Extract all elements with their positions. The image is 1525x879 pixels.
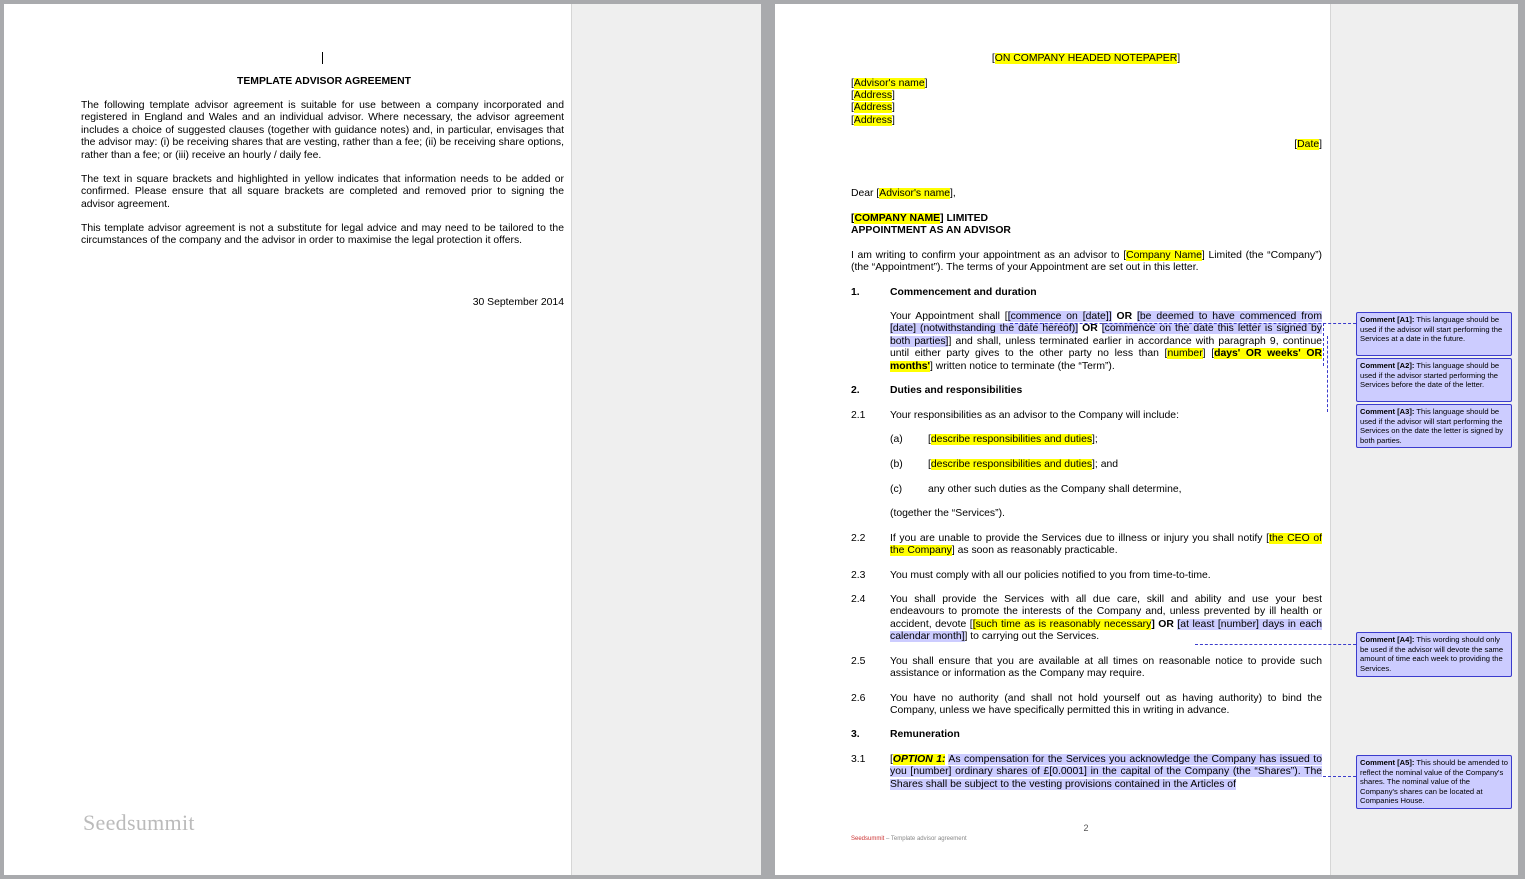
section-3-title: Remuneration <box>890 729 960 740</box>
clause-text: Your Appointment shall [ <box>890 311 1008 322</box>
comment-text: This language should be used if the advisor started performing the Services before the date of the letter. <box>1360 361 1500 390</box>
address-line-1: [Advisor's name] <box>851 78 928 89</box>
clause-text: ] and shall, unless terminated earlier in accordance with paragraph 9, continue until either party gives to the other party no less than [ <box>890 335 1323 360</box>
intro-text: I am writing to confirm your appointment as an advisor to [ <box>851 250 1127 261</box>
comment-label: Comment [A4]: <box>1360 635 1415 644</box>
clause-3-1-text: [OPTION 1: As compensation for the Services you acknowledge the Company has issued to you [number] ordinary shares of £[0.0001] in the capital of the Company (the “Shares”). The Shares shall be subject to the vesting provisions contained in the Articles of <box>890 754 1322 790</box>
document-page-1 <box>4 4 761 875</box>
page-footer <box>851 836 967 842</box>
clause-text: If you are unable to provide the Services due to illness or injury you shall notify [ <box>890 533 1270 544</box>
intro-company-placeholder: Company Name <box>1126 250 1202 261</box>
clause-2-5-text: You shall ensure that you are available at all times on reasonable notice to provide such assistance or information as the Company may require. <box>890 656 1322 680</box>
commented-option-2: [be deemed to have commenced from [date] (notwithstanding the date hereof)] <box>890 311 1322 335</box>
comment-balloon-a1[interactable] <box>1356 312 1512 356</box>
letter-date: [Date] <box>1294 139 1322 150</box>
comment-label: Comment [A1]: <box>1360 315 1415 324</box>
document-date: 30 September 2014 <box>472 297 564 308</box>
notepaper-placeholder: [ON COMPANY HEADED NOTEPAPER] <box>991 53 1181 64</box>
text-cursor <box>322 52 323 64</box>
option-1-label: OPTION 1: <box>892 754 946 765</box>
salutation <box>851 188 956 200</box>
clause-2-4-text <box>890 594 1322 644</box>
address-line-2: [Address] <box>851 90 895 101</box>
notice-period-placeholder: days' OR weeks' OR months' <box>890 348 1322 372</box>
address-line-3: [Address] <box>851 102 895 113</box>
item-b-text: [describe responsibilities and duties]; and <box>928 459 1119 470</box>
date-placeholder: Date <box>1297 139 1320 150</box>
clause-2-3-text: You must comply with all our policies notified to you from time-to-time. <box>890 570 1211 581</box>
commented-option-4: [at least [number] days in each calendar month] <box>890 618 1322 643</box>
item-suffix: ]; and <box>1092 459 1119 470</box>
footer-brand: Seedsummit <box>851 836 885 842</box>
section-1-number: 1. <box>851 287 860 298</box>
address-placeholder: Address <box>853 102 893 113</box>
comment-text: This language should be used if the advisor will start performing the Services on the date the letter is signed by both parties. <box>1360 407 1504 445</box>
comment-text: This should be amended to reflect the nominal value of the Company's shares. The nominal value of the Company's shares can be located at Companies House. <box>1360 758 1509 806</box>
page-margin-area <box>571 4 761 875</box>
intro-paragraph-2: The text in square brackets and highlighted in yellow indicates that information needs to be added or confirmed. Please ensure that all square brackets are completed and removed prior to signing the advisor agreement. <box>81 174 564 210</box>
item-a-label: (a) <box>890 434 903 445</box>
section-2-number: 2. <box>851 385 860 396</box>
comment-connector-5 <box>1323 776 1356 777</box>
together-text: (together the “Services”). <box>890 508 1005 519</box>
clause-text: ] written notice to terminate (the “Term”). <box>930 360 1115 372</box>
salutation-prefix: Dear [ <box>851 188 880 199</box>
company-suffix: ] LIMITED <box>940 213 989 224</box>
company-name-placeholder: COMPANY NAME <box>854 213 941 224</box>
or-text: OR <box>1078 323 1102 335</box>
clause-2-4-number: 2.4 <box>851 594 866 605</box>
clause-text: ] [ <box>1202 348 1215 360</box>
or-text: OR <box>1111 311 1137 322</box>
comment-connector-4 <box>1195 644 1356 645</box>
clause-2-1-number: 2.1 <box>851 410 866 421</box>
clause-text: ] as soon as reasonably practicable. <box>951 545 1118 557</box>
seedsummit-logo: Seedsummit <box>83 810 195 835</box>
intro-text: ] Limited (the <box>1201 250 1264 261</box>
footer-text: – Template advisor agreement <box>886 836 967 842</box>
clause-2-2-number: 2.2 <box>851 533 866 544</box>
commented-option-3: [commence on the date this letter is signed by both parties] <box>890 323 1322 347</box>
duties-placeholder: describe responsibilities and duties <box>930 459 1093 470</box>
intro-paragraph-1: The following template advisor agreement is suitable for use between a company incorporated and registered in England and Wales and an individual advisor. Where necessary, the advisor agreement includes a choice of suggested clauses (together with guidance notes) and, in particular, envisages that the advisor may: (i) be receiving shares that are vesting, rather than a fee; (ii) be receiving share options, rather than a fee; or (iii) receive an hourly / daily fee. <box>81 100 564 161</box>
clause-2-3-number: 2.3 <box>851 570 866 581</box>
clause-3-1-number: 3.1 <box>851 754 866 765</box>
section-3-number: 3. <box>851 729 860 740</box>
clause-text: ] to carrying out the Services. <box>964 631 1100 643</box>
appointment-heading: APPOINTMENT AS AN ADVISOR <box>851 225 1011 236</box>
section-1-text <box>890 311 1322 373</box>
commented-option-5: As compensation for the Services you acknowledge the Company has issued to you [number] ordinary shares of £[0.0001] in the capital of the Company (the “Shares”). The Shares shall be subject to the vesting provisions contained in the Articles of <box>890 754 1322 790</box>
clause-2-1-text: Your responsibilities as an advisor to the Company will include: <box>890 410 1179 421</box>
comment-connector-3 <box>1327 336 1328 412</box>
salutation-suffix: ], <box>950 188 956 199</box>
comment-text: This wording should only be used if the advisor will devote the same amount of time each week to providing the Services. <box>1360 635 1504 673</box>
comment-balloon-a4[interactable] <box>1356 632 1512 677</box>
document-page-2 <box>775 4 1518 875</box>
ceo-placeholder: the CEO of the Company <box>890 533 1322 557</box>
number-placeholder: number <box>1167 348 1203 360</box>
address-placeholder: Address <box>853 115 893 126</box>
clause-2-5-number: 2.5 <box>851 656 866 667</box>
intro-paragraph-3: This template advisor agreement is not a substitute for legal advice and may need to be tailored to the circumstances of the company and the advisor in order to maximise the legal protection it offers. <box>81 223 564 247</box>
intro-paragraph <box>851 250 1322 275</box>
document-title: TEMPLATE ADVISOR AGREEMENT <box>237 76 411 87</box>
advisor-name-placeholder: Advisor's name <box>853 78 925 89</box>
section-2-title: Duties and responsibilities <box>890 385 1023 396</box>
item-suffix: ]; <box>1092 434 1098 445</box>
or-text: ] OR <box>1151 618 1178 630</box>
comment-balloon-a3[interactable] <box>1356 404 1512 448</box>
item-a-text: [describe responsibilities and duties]; <box>928 434 1098 445</box>
salutation-name: Advisor's name <box>879 188 951 199</box>
comment-connector-1 <box>1010 323 1356 324</box>
item-c-label: (c) <box>890 484 903 495</box>
comment-balloon-a5[interactable] <box>1356 755 1512 809</box>
time-placeholder: [such time as is reasonably necessary <box>972 618 1152 630</box>
clause-2-2-text <box>890 533 1322 558</box>
comment-text: This language should be used if the advisor will start performing the Services at a date in the future. <box>1360 315 1503 344</box>
comment-connector-2 <box>1323 323 1324 366</box>
commented-option-1: [commence on [date]] <box>1007 311 1112 322</box>
comment-label: Comment [A5]: <box>1360 758 1415 767</box>
comment-label: Comment [A2]: <box>1360 361 1415 370</box>
clause-2-6-number: 2.6 <box>851 693 866 704</box>
address-line-4: [Address] <box>851 115 895 126</box>
item-b-label: (b) <box>890 459 903 470</box>
comment-balloon-a2[interactable] <box>1356 358 1512 402</box>
comment-label: Comment [A3]: <box>1360 407 1415 416</box>
clause-2-6-text: You have no authority (and shall not hold yourself out as having authority) to bind the Company, unless we have specifically permitted this in writing in advance. <box>890 693 1322 717</box>
company-heading: [COMPANY NAME] LIMITED <box>851 213 989 224</box>
duties-placeholder: describe responsibilities and duties <box>930 434 1093 445</box>
address-placeholder: Address <box>853 90 893 101</box>
clause-text: You shall provide the Services with all due care, skill and ability and use your best endeavours to promote the interests of the Company and, unless prevented by ill health or accident, devote [ <box>890 594 1322 630</box>
item-c-text: any other such duties as the Company shall determine, <box>928 484 1182 495</box>
page-number: 2 <box>1083 823 1089 833</box>
notepaper-text: ON COMPANY HEADED NOTEPAPER <box>994 53 1178 64</box>
section-1-title: Commencement and duration <box>890 287 1037 298</box>
intro-text: “Company”) (the “Appointment”). The terms of your Appointment are set out in this letter. <box>851 250 1322 274</box>
